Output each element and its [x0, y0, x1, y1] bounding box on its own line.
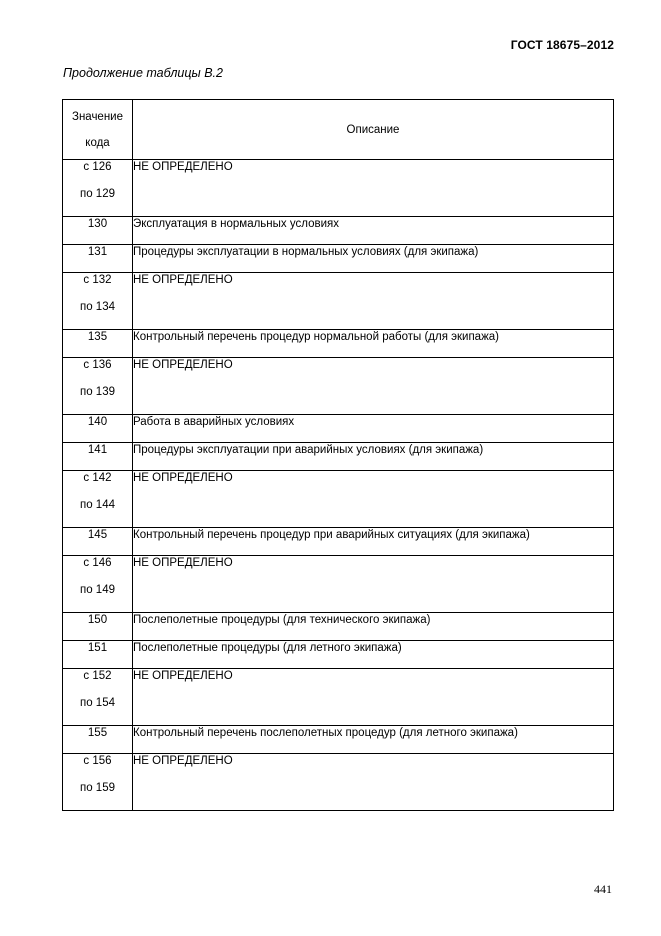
code-from: с 132: [83, 274, 112, 286]
description-text: Эксплуатация в нормальных условиях: [133, 218, 339, 230]
description-text: Послеполетные процедуры (для технического экипажа): [133, 614, 431, 626]
code-from: с 146: [83, 557, 112, 569]
description-text: Контрольный перечень послеполетных процедур (для летного экипажа): [133, 727, 518, 739]
description-text: Послеполетные процедуры (для летного экипажа): [133, 642, 402, 654]
table-row: [63, 471, 614, 528]
standard-id: ГОСТ 18675–2012: [510, 38, 614, 52]
description-text: НЕ ОПРЕДЕЛЕНО: [133, 472, 233, 484]
code-from: с 142: [83, 472, 112, 484]
code-to: по 129: [79, 188, 115, 200]
description-text: НЕ ОПРЕДЕЛЕНО: [133, 670, 233, 682]
description-text: Процедуры эксплуатации при аварийных условиях (для экипажа): [133, 444, 484, 456]
description-cell: [133, 273, 614, 330]
description-text: НЕ ОПРЕДЕЛЕНО: [133, 274, 233, 286]
code-cell: [63, 273, 133, 330]
table-row: [63, 613, 614, 641]
table-row: [63, 217, 614, 245]
description-cell: [133, 471, 614, 528]
description-cell: [133, 443, 614, 471]
code-cell: [63, 669, 133, 726]
code-cell: [63, 217, 133, 245]
description-text: НЕ ОПРЕДЕЛЕНО: [133, 557, 233, 569]
code-value: 150: [87, 614, 108, 626]
description-cell: [133, 160, 614, 217]
table-row: [63, 245, 614, 273]
code-cell: [63, 556, 133, 613]
description-cell: [133, 613, 614, 641]
code-to: по 159: [79, 782, 115, 794]
description-cell: [133, 641, 614, 669]
page-number: 441: [594, 882, 612, 896]
code-value: 155: [87, 727, 108, 739]
table-row: [63, 669, 614, 726]
description-cell: [133, 754, 614, 811]
description-cell: [133, 217, 614, 245]
table-header-row: [63, 100, 614, 160]
description-cell: [133, 415, 614, 443]
description-cell: [133, 330, 614, 358]
description-cell: [133, 358, 614, 415]
column-header-description-label: Описание: [346, 123, 400, 136]
table-row: [63, 160, 614, 217]
code-from: с 136: [83, 359, 112, 371]
code-cell: [63, 160, 133, 217]
code-value: 141: [87, 444, 108, 456]
code-value: 140: [87, 416, 108, 428]
code-value: 130: [87, 218, 108, 230]
code-cell: [63, 754, 133, 811]
description-text: НЕ ОПРЕДЕЛЕНО: [133, 161, 233, 173]
description-text: Контрольный перечень процедур при аварийных ситуациях (для экипажа): [133, 529, 530, 541]
description-text: Контрольный перечень процедур нормальной работы (для экипажа): [133, 331, 499, 343]
code-to: по 134: [79, 301, 115, 313]
code-cell: [63, 358, 133, 415]
table-row: [63, 443, 614, 471]
code-to: по 144: [79, 499, 115, 511]
description-text: НЕ ОПРЕДЕЛЕНО: [133, 755, 233, 767]
table-row: [63, 330, 614, 358]
description-cell: [133, 669, 614, 726]
column-header-description: [133, 100, 614, 160]
code-cell: [63, 471, 133, 528]
code-to: по 139: [79, 386, 115, 398]
description-cell: [133, 245, 614, 273]
code-value: 135: [87, 331, 108, 343]
table-row: [63, 415, 614, 443]
table-row: [63, 754, 614, 811]
table-row: [63, 641, 614, 669]
description-cell: [133, 556, 614, 613]
table-row: [63, 556, 614, 613]
code-to: по 149: [79, 584, 115, 596]
code-value: 131: [87, 246, 108, 258]
code-from: с 126: [83, 161, 112, 173]
column-header-code-line2: кода: [85, 136, 110, 149]
table-row: [63, 273, 614, 330]
code-value: 151: [87, 642, 108, 654]
description-text: НЕ ОПРЕДЕЛЕНО: [133, 359, 233, 371]
table-row: [63, 358, 614, 415]
table-row: [63, 528, 614, 556]
table-caption: Продолжение таблицы В.2: [63, 66, 223, 80]
column-header-code: [63, 100, 133, 160]
code-value: 145: [87, 529, 108, 541]
description-cell: [133, 528, 614, 556]
table-row: [63, 726, 614, 754]
description-text: Работа в аварийных условиях: [133, 416, 295, 428]
code-from: с 156: [83, 755, 112, 767]
description-cell: [133, 726, 614, 754]
column-header-code-line1: Значение: [72, 110, 123, 123]
code-cell: [63, 613, 133, 641]
description-text: Процедуры эксплуатации в нормальных условиях (для экипажа): [133, 246, 479, 258]
code-cell: [63, 415, 133, 443]
code-to: по 154: [79, 697, 115, 709]
code-table: [62, 99, 614, 811]
code-from: с 152: [83, 670, 112, 682]
